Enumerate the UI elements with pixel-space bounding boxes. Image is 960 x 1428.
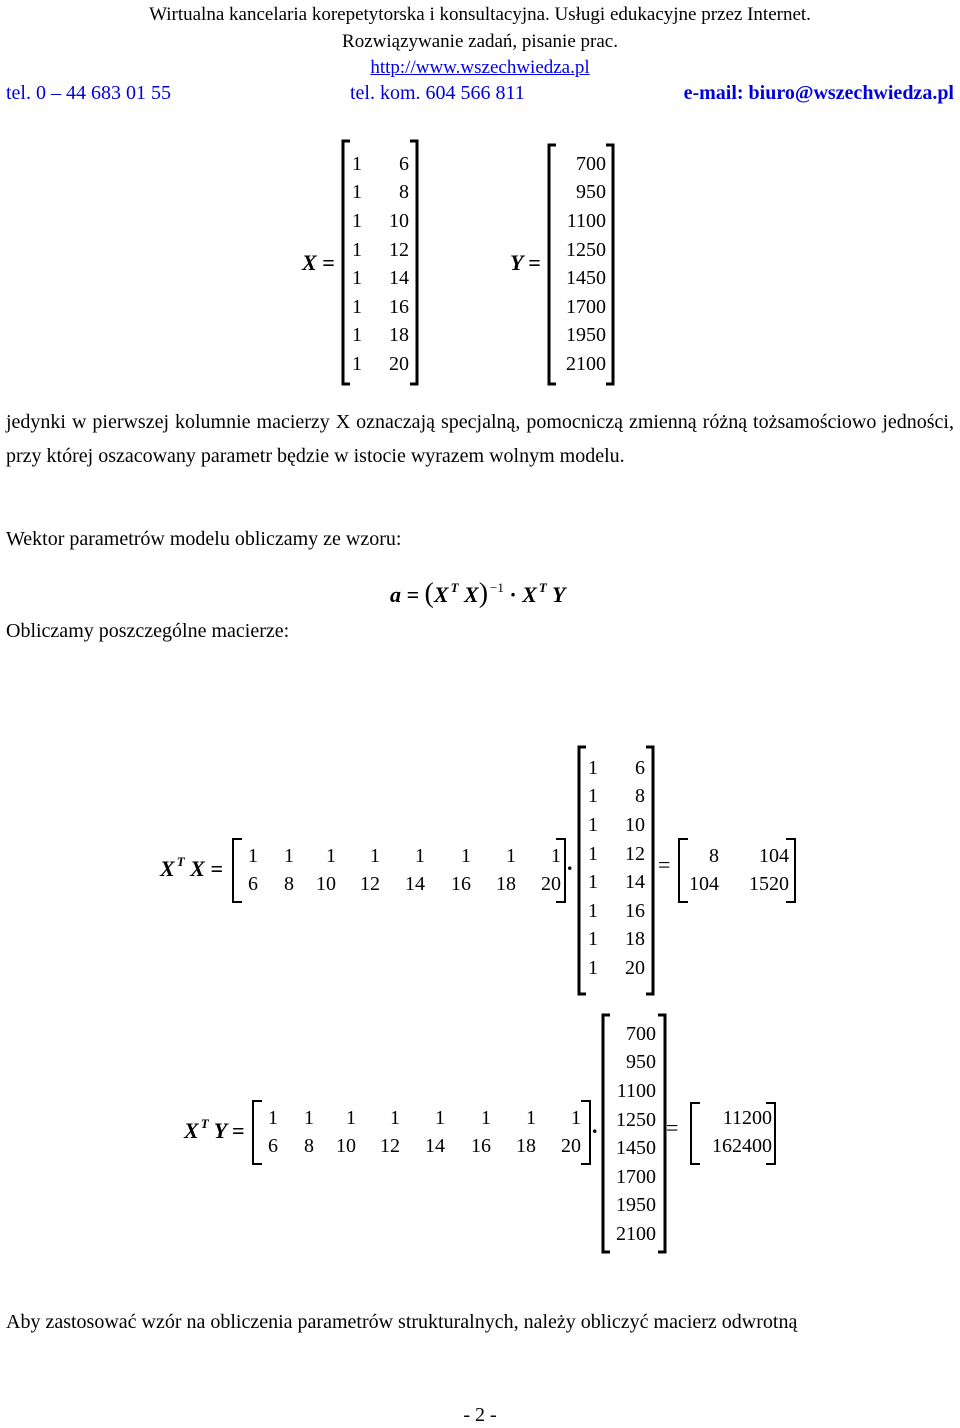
matrix-cell: 1 bbox=[506, 844, 516, 867]
matrix-cell: 16 bbox=[389, 295, 409, 318]
matrix-cell: 6 bbox=[248, 873, 258, 896]
matrix-cell: 1250 bbox=[566, 238, 606, 261]
matrix-cell: 1 bbox=[588, 756, 598, 779]
matrix-cell: 1 bbox=[352, 152, 362, 175]
matrix-cell: 1250 bbox=[616, 1108, 656, 1131]
matrix-cell: 2100 bbox=[616, 1222, 656, 1245]
matrix-cell: 1 bbox=[588, 956, 598, 979]
x-matrix-label: X = bbox=[302, 250, 335, 275]
matrix-cell: 1 bbox=[352, 295, 362, 318]
matrix-cell: 14 bbox=[389, 267, 409, 290]
xt-matrix-2 bbox=[260, 1104, 581, 1161]
matrix-row bbox=[696, 1133, 772, 1162]
website-link[interactable]: http://www.wszechwiedza.pl bbox=[370, 57, 590, 78]
matrix-cell: 104 bbox=[759, 844, 789, 867]
x-matrix-2 bbox=[586, 754, 645, 983]
xty-t: T bbox=[200, 1116, 209, 1131]
xtx-rest: X = bbox=[190, 856, 223, 881]
matrix-cell: 1 bbox=[268, 1106, 278, 1129]
matrix-cell: 16 bbox=[451, 873, 471, 896]
matrix-row bbox=[350, 322, 409, 351]
matrix-row bbox=[350, 179, 409, 208]
matrix-cell: 10 bbox=[316, 873, 336, 896]
xty-label bbox=[184, 1118, 244, 1144]
y-matrix-2 bbox=[610, 1020, 656, 1249]
matrix-cell: 700 bbox=[626, 1022, 656, 1045]
matrix-cell: 18 bbox=[625, 928, 645, 951]
matrix-row bbox=[684, 871, 789, 900]
matrix-row bbox=[260, 1133, 581, 1162]
matrix-cell: 20 bbox=[541, 873, 561, 896]
matrix-cell: 1 bbox=[481, 1106, 491, 1129]
matrix-cell: 950 bbox=[576, 181, 606, 204]
matrix-cell: 950 bbox=[626, 1051, 656, 1074]
matrix-cell: 8 bbox=[635, 785, 645, 808]
matrix-cell: 1 bbox=[526, 1106, 536, 1129]
matrix-cell: 1 bbox=[551, 844, 561, 867]
matrix-cell: 14 bbox=[405, 873, 425, 896]
matrix-row bbox=[684, 842, 789, 871]
matrix-row bbox=[350, 207, 409, 236]
y-matrix-label: Y = bbox=[510, 250, 541, 275]
paragraph-compute-intro: Obliczamy poszczególne macierze: bbox=[6, 620, 290, 642]
matrix-cell: 20 bbox=[389, 352, 409, 375]
matrix-cell: 104 bbox=[689, 873, 719, 896]
matrix-cell: 1450 bbox=[616, 1137, 656, 1160]
matrix-row bbox=[610, 1077, 656, 1106]
email-address[interactable]: e-mail: biuro@wszechwiedza.pl bbox=[683, 82, 954, 104]
xty-rest: Y = bbox=[213, 1118, 245, 1143]
formula-open-paren: ( bbox=[424, 578, 434, 609]
matrix-row bbox=[556, 322, 606, 351]
xt-table-1 bbox=[240, 842, 561, 899]
header-line-2: Rozwiązywanie zadań, pisanie prac. bbox=[342, 31, 618, 52]
matrix-cell: 6 bbox=[399, 152, 409, 175]
parameter-formula bbox=[390, 578, 565, 610]
matrix-cell: 1100 bbox=[616, 1079, 656, 1102]
xtx-equals: = bbox=[658, 852, 671, 877]
matrix-cell: 1 bbox=[352, 181, 362, 204]
matrix-cell: 1 bbox=[588, 785, 598, 808]
matrix-cell: 12 bbox=[389, 238, 409, 261]
matrix-row bbox=[586, 840, 645, 869]
matrix-cell: 1 bbox=[326, 844, 336, 867]
matrix-cell: 12 bbox=[625, 842, 645, 865]
phone-number: tel. 0 – 44 683 01 55 bbox=[6, 82, 171, 104]
matrix-cell: 14 bbox=[625, 871, 645, 894]
paragraph-formula-intro: Wektor parametrów modelu obliczamy ze wzoru: bbox=[6, 528, 402, 550]
matrix-cell: 10 bbox=[389, 209, 409, 232]
matrix-cell: 10 bbox=[336, 1135, 356, 1158]
matrix-cell: 1 bbox=[352, 267, 362, 290]
matrix-cell: 1 bbox=[284, 844, 294, 867]
matrix-cell: 1 bbox=[346, 1106, 356, 1129]
y-matrix bbox=[556, 150, 606, 379]
formula-y: Y bbox=[551, 582, 566, 607]
matrix-cell: 8 bbox=[284, 873, 294, 896]
matrix-cell: 1 bbox=[390, 1106, 400, 1129]
paragraph-inverse: Aby zastosować wzór na obliczenia parametrów strukturalnych, należy obliczyć macierz odwrotną bbox=[6, 1311, 798, 1333]
matrix-cell: 11200 bbox=[722, 1106, 772, 1129]
matrix-row bbox=[350, 350, 409, 379]
matrix-cell: 12 bbox=[380, 1135, 400, 1158]
xty-equals: = bbox=[666, 1115, 679, 1140]
xtx-x1: X bbox=[160, 856, 175, 881]
matrix-row bbox=[260, 1104, 581, 1133]
matrix-cell: 1700 bbox=[616, 1165, 656, 1188]
formula-inverse: −1 bbox=[490, 580, 504, 595]
matrix-cell: 1 bbox=[588, 899, 598, 922]
x-matrix bbox=[350, 150, 409, 379]
matrix-cell: 1 bbox=[588, 871, 598, 894]
matrix-row bbox=[610, 1020, 656, 1049]
xtx-dot: . bbox=[567, 850, 573, 875]
formula-x2: X bbox=[464, 582, 479, 607]
matrix-row bbox=[586, 754, 645, 783]
matrix-row bbox=[586, 954, 645, 983]
paragraph-explanation: jedynki w pierwszej kolumnie macierzy X oznaczają specjalną, pomocniczą zmienną różną tożsamościowo jedności, przy której oszacowany parametr będzie w istocie wyrazem wolnym modelu. bbox=[6, 411, 954, 467]
matrix-row bbox=[350, 264, 409, 293]
formula-t1: T bbox=[450, 580, 459, 595]
xtx-result bbox=[684, 842, 789, 899]
formula-dot: · bbox=[509, 582, 517, 607]
matrix-row bbox=[556, 236, 606, 265]
matrix-row bbox=[586, 783, 645, 812]
header-url-row bbox=[0, 57, 960, 79]
matrix-cell: 1 bbox=[435, 1106, 445, 1129]
matrix-cell: 1 bbox=[370, 844, 380, 867]
matrix-row bbox=[240, 842, 561, 871]
xty-dot: . bbox=[592, 1113, 598, 1138]
mobile-number: tel. kom. 604 566 811 bbox=[350, 82, 525, 104]
xty-x: X bbox=[184, 1118, 199, 1143]
matrix-row bbox=[610, 1163, 656, 1192]
matrix-cell: 1 bbox=[415, 844, 425, 867]
matrix-cell: 6 bbox=[635, 756, 645, 779]
matrix-row bbox=[586, 926, 645, 955]
matrix-cell: 16 bbox=[471, 1135, 491, 1158]
matrix-cell: 1 bbox=[588, 842, 598, 865]
matrix-cell: 14 bbox=[425, 1135, 445, 1158]
matrix-cell: 12 bbox=[360, 873, 380, 896]
matrix-row bbox=[696, 1104, 772, 1133]
matrix-row bbox=[586, 897, 645, 926]
matrix-cell: 162400 bbox=[712, 1135, 772, 1158]
matrix-cell: 1 bbox=[304, 1106, 314, 1129]
matrix-row bbox=[610, 1049, 656, 1078]
matrix-cell: 1100 bbox=[566, 209, 606, 232]
matrix-row bbox=[610, 1134, 656, 1163]
matrix-cell: 1 bbox=[571, 1106, 581, 1129]
matrix-row bbox=[556, 350, 606, 379]
matrix-cell: 1 bbox=[352, 352, 362, 375]
matrix-row bbox=[556, 293, 606, 322]
matrix-cell: 8 bbox=[304, 1135, 314, 1158]
header-line-1: Wirtualna kancelaria korepetytorska i konsultacyjna. Usługi edukacyjne przez Internet. bbox=[149, 4, 811, 25]
matrix-cell: 1700 bbox=[566, 295, 606, 318]
matrix-row bbox=[586, 811, 645, 840]
matrix-cell: 1 bbox=[588, 928, 598, 951]
formula-x1: X bbox=[433, 582, 449, 607]
xty-result bbox=[696, 1104, 772, 1161]
matrix-row bbox=[350, 293, 409, 322]
xt-matrix-1 bbox=[240, 842, 561, 899]
matrix-row bbox=[610, 1192, 656, 1221]
matrix-cell: 20 bbox=[561, 1135, 581, 1158]
matrix-row bbox=[556, 207, 606, 236]
matrix-cell: 8 bbox=[709, 844, 719, 867]
matrix-row bbox=[556, 264, 606, 293]
matrix-cell: 18 bbox=[516, 1135, 536, 1158]
matrix-cell: 6 bbox=[268, 1135, 278, 1158]
matrix-cell: 1 bbox=[461, 844, 471, 867]
matrix-cell: 1950 bbox=[566, 324, 606, 347]
formula-t2: T bbox=[538, 580, 547, 595]
matrix-cell: 18 bbox=[389, 324, 409, 347]
matrix-cell: 16 bbox=[625, 899, 645, 922]
formula-x3: X bbox=[522, 582, 537, 607]
formula-close-paren: ) bbox=[478, 578, 489, 609]
matrix-row bbox=[350, 150, 409, 179]
matrix-cell: 18 bbox=[496, 873, 516, 896]
matrix-cell: 1 bbox=[588, 813, 598, 836]
matrix-row bbox=[556, 179, 606, 208]
matrix-cell: 1 bbox=[352, 209, 362, 232]
matrix-cell: 1 bbox=[352, 324, 362, 347]
matrix-row bbox=[350, 236, 409, 265]
xtx-label bbox=[160, 856, 223, 882]
matrix-cell: 2100 bbox=[566, 352, 606, 375]
formula-lhs: a = bbox=[390, 582, 420, 607]
matrix-row bbox=[556, 150, 606, 179]
matrix-cell: 20 bbox=[625, 956, 645, 979]
matrix-cell: 700 bbox=[576, 152, 606, 175]
matrix-row bbox=[610, 1220, 656, 1249]
xtx-t: T bbox=[176, 854, 185, 869]
matrix-row bbox=[240, 871, 561, 900]
matrix-row bbox=[610, 1106, 656, 1135]
matrix-cell: 8 bbox=[399, 181, 409, 204]
matrix-cell: 10 bbox=[625, 813, 645, 836]
matrix-cell: 1950 bbox=[616, 1194, 656, 1217]
xt-table-2 bbox=[260, 1104, 581, 1161]
matrix-row bbox=[586, 868, 645, 897]
matrix-cell: 1450 bbox=[566, 267, 606, 290]
matrix-cell: 1520 bbox=[749, 873, 789, 896]
page-number: - 2 - bbox=[463, 1404, 497, 1426]
matrix-cell: 1 bbox=[248, 844, 258, 867]
matrix-cell: 1 bbox=[352, 238, 362, 261]
